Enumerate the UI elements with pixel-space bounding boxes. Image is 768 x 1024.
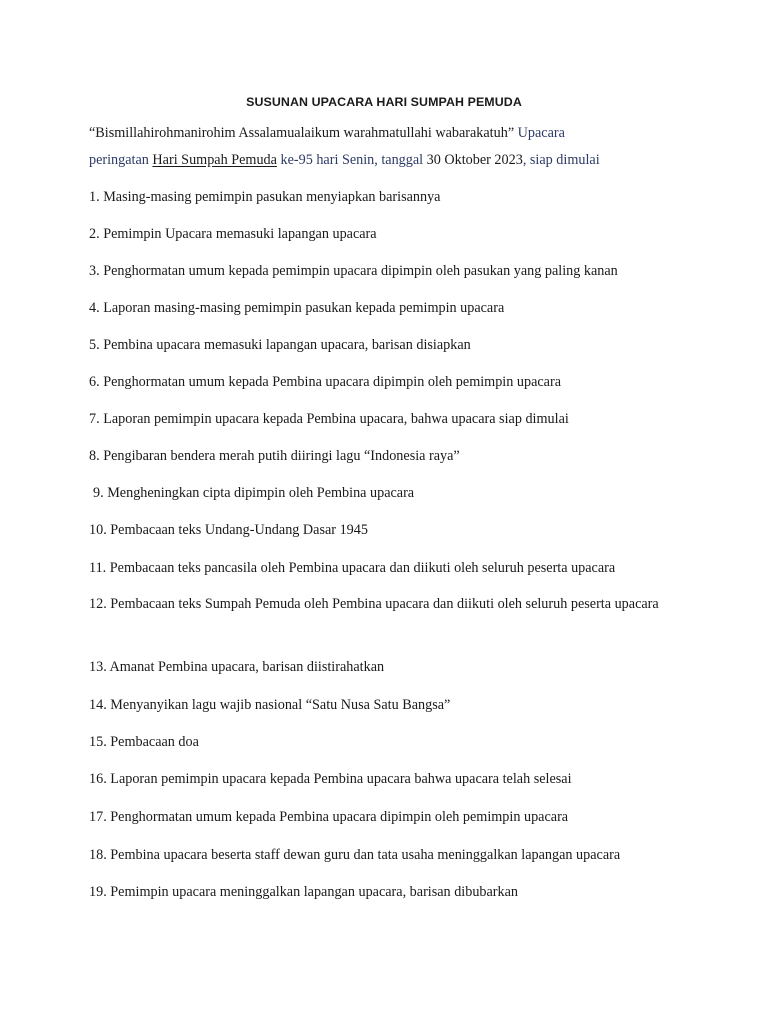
list-item: 4. Laporan masing-masing pemimpin pasukan kepada pemimpin upacara	[89, 300, 505, 316]
list-item: 14. Menyanyikan lagu wajib nasional “Satu Nusa Satu Bangsa”	[89, 697, 451, 713]
list-item: 2. Pemimpin Upacara memasuki lapangan upacara	[89, 226, 377, 242]
document-title: SUSUNAN UPACARA HARI SUMPAH PEMUDA	[246, 95, 522, 109]
list-item: 3. Penghormatan umum kepada pemimpin upacara dipimpin oleh pasukan yang paling kanan	[89, 263, 618, 279]
intro-rest: ke-95 hari Senin, tanggal	[280, 152, 424, 168]
list-item: 10. Pembacaan teks Undang-Undang Dasar 1945	[89, 522, 368, 538]
list-item: 16. Laporan pemimpin upacara kepada Pembina upacara bahwa upacara telah selesai	[89, 771, 572, 787]
list-item: 11. Pembacaan teks pancasila oleh Pembina upacara dan diikuti oleh seluruh peserta upacara	[89, 560, 616, 576]
list-item: 6. Penghormatan umum kepada Pembina upacara dipimpin oleh pemimpin upacara	[89, 374, 561, 390]
list-item: 1. Masing-masing pemimpin pasukan menyiapkan barisannya	[89, 189, 441, 205]
list-item: 19. Pemimpin upacara meninggalkan lapangan upacara, barisan dibubarkan	[89, 884, 519, 900]
intro-greeting: “Bismillahirohmanirohim Assalamualaikum warahmatullahi wabarakatuh”	[89, 125, 515, 141]
intro-hari-sumpah-pemuda: Hari Sumpah Pemuda	[152, 152, 277, 168]
intro-peringatan: peringatan	[89, 152, 149, 168]
list-item: 17. Penghormatan umum kepada Pembina upacara dipimpin oleh pemimpin upacara	[89, 809, 569, 825]
list-item: 18. Pembina upacara beserta staff dewan guru dan tata usaha meninggalkan lapangan upacara	[89, 847, 621, 863]
intro-upacara: Upacara	[517, 125, 565, 141]
list-item: 15. Pembacaan doa	[89, 734, 199, 750]
list-item: 8. Pengibaran bendera merah putih diiringi lagu “Indonesia raya”	[89, 448, 460, 464]
list-item: 13. Amanat Pembina upacara, barisan diistirahatkan	[89, 659, 385, 675]
list-item: 5. Pembina upacara memasuki lapangan upacara, barisan disiapkan	[89, 337, 471, 353]
intro-date: 30 Oktober 2023	[426, 152, 523, 168]
list-item: 7. Laporan pemimpin upacara kepada Pembina upacara, bahwa upacara siap dimulai	[89, 411, 569, 427]
list-item: 12. Pembacaan teks Sumpah Pemuda oleh Pembina upacara dan diikuti oleh seluruh peserta upacara	[89, 596, 659, 612]
intro-line-2	[89, 146, 689, 174]
list-item: 9. Mengheningkan cipta dipimpin oleh Pembina upacara	[93, 485, 415, 501]
intro-line-1	[89, 119, 689, 147]
intro-siap-dimulai: , siap dimulai	[522, 152, 600, 168]
